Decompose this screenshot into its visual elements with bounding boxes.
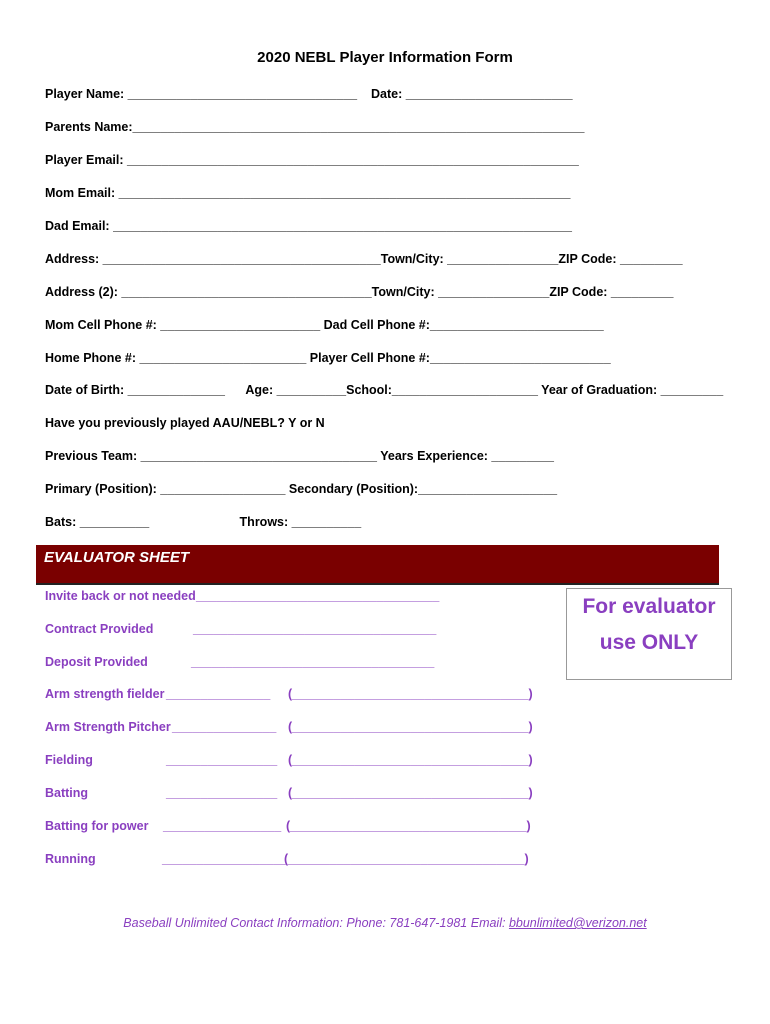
eval-blank-arm-pitcher: _______________ (172, 720, 277, 734)
box-line-2: use ONLY (599, 631, 699, 654)
eval-label-invite: Invite back or not needed (45, 589, 196, 603)
player-email-line: Player Email: _________________________________________________________________ (45, 153, 579, 167)
eval-blank-arm-fielder: _______________ (166, 687, 271, 701)
eval-blank-batting: ________________ (166, 786, 278, 800)
address-line: Address: ________________________________________Town/City: ________________ZIP Code: _________ (45, 252, 683, 266)
previous-team-line: Previous Team: __________________________________ Years Experience: _________ (45, 449, 554, 463)
eval-paren-running: (__________________________________) (284, 852, 529, 866)
eval-paren-batting: (__________________________________) (288, 786, 533, 800)
eval-blank-batting-power: _________________ (163, 819, 282, 833)
parents-name-line: Parents Name:_________________________________________________________________ (45, 120, 585, 134)
eval-label-arm-pitcher: Arm Strength Pitcher (45, 720, 171, 734)
dad-email-line: Dad Email: __________________________________________________________________ (45, 219, 572, 233)
eval-paren-arm-pitcher: (__________________________________) (288, 720, 533, 734)
eval-label-batting: Batting (45, 786, 89, 800)
eval-paren-fielding: (__________________________________) (288, 753, 533, 767)
eval-label-arm-fielder: Arm strength fielder (45, 687, 165, 701)
eval-blank-contract: ___________________________________ (193, 622, 437, 636)
previous-aau-line: Have you previously played AAU/NEBL? Y or N (45, 416, 325, 430)
eval-blank-fielding: ________________ (166, 753, 278, 767)
eval-label-running: Running (45, 852, 96, 866)
footer-text: Baseball Unlimited Contact Information: Phone: 781-647-1981 Email: (123, 916, 509, 930)
eval-label-contract: Contract Provided (45, 622, 154, 636)
eval-label-deposit: Deposit Provided (45, 655, 148, 669)
bats-throws-line: Bats: __________ Throws: __________ (45, 515, 362, 529)
eval-blank-invite: ___________________________________ (196, 589, 440, 603)
eval-label-batting-power: Batting for power (45, 819, 149, 833)
contact-footer (0, 916, 770, 930)
eval-label-fielding: Fielding (45, 753, 93, 767)
eval-paren-arm-fielder: (__________________________________) (288, 687, 533, 701)
eval-paren-batting-power: (__________________________________) (286, 819, 531, 833)
parent-phone-line: Mom Cell Phone #: _______________________ Dad Cell Phone #:_________________________ (45, 318, 604, 332)
player-name-line: Player Name: _________________________________ Date: ________________________ (45, 87, 573, 101)
form-title: 2020 NEBL Player Information Form (257, 49, 513, 66)
mom-email-line: Mom Email: _________________________________________________________________ (45, 186, 571, 200)
evaluator-header-bar (36, 545, 719, 585)
address2-line: Address (2): ____________________________________Town/City: ________________ZIP Code: _________ (45, 285, 674, 299)
birth-school-line: Date of Birth: ______________ Age: __________School:_____________________ Year of Graduation: _________ (45, 383, 724, 397)
footer-email-link[interactable]: bbunlimited@verizon.net (508, 916, 647, 930)
position-line: Primary (Position): __________________ Secondary (Position):____________________ (45, 482, 558, 496)
evaluator-header: EVALUATOR SHEET (44, 549, 190, 566)
evaluator-only-box (566, 588, 732, 680)
box-line-1: For evaluator (582, 595, 716, 618)
eval-blank-running: __________________ (162, 852, 288, 866)
eval-blank-deposit: ___________________________________ (191, 655, 435, 669)
home-phone-line: Home Phone #: ________________________ Player Cell Phone #:__________________________ (45, 351, 611, 365)
